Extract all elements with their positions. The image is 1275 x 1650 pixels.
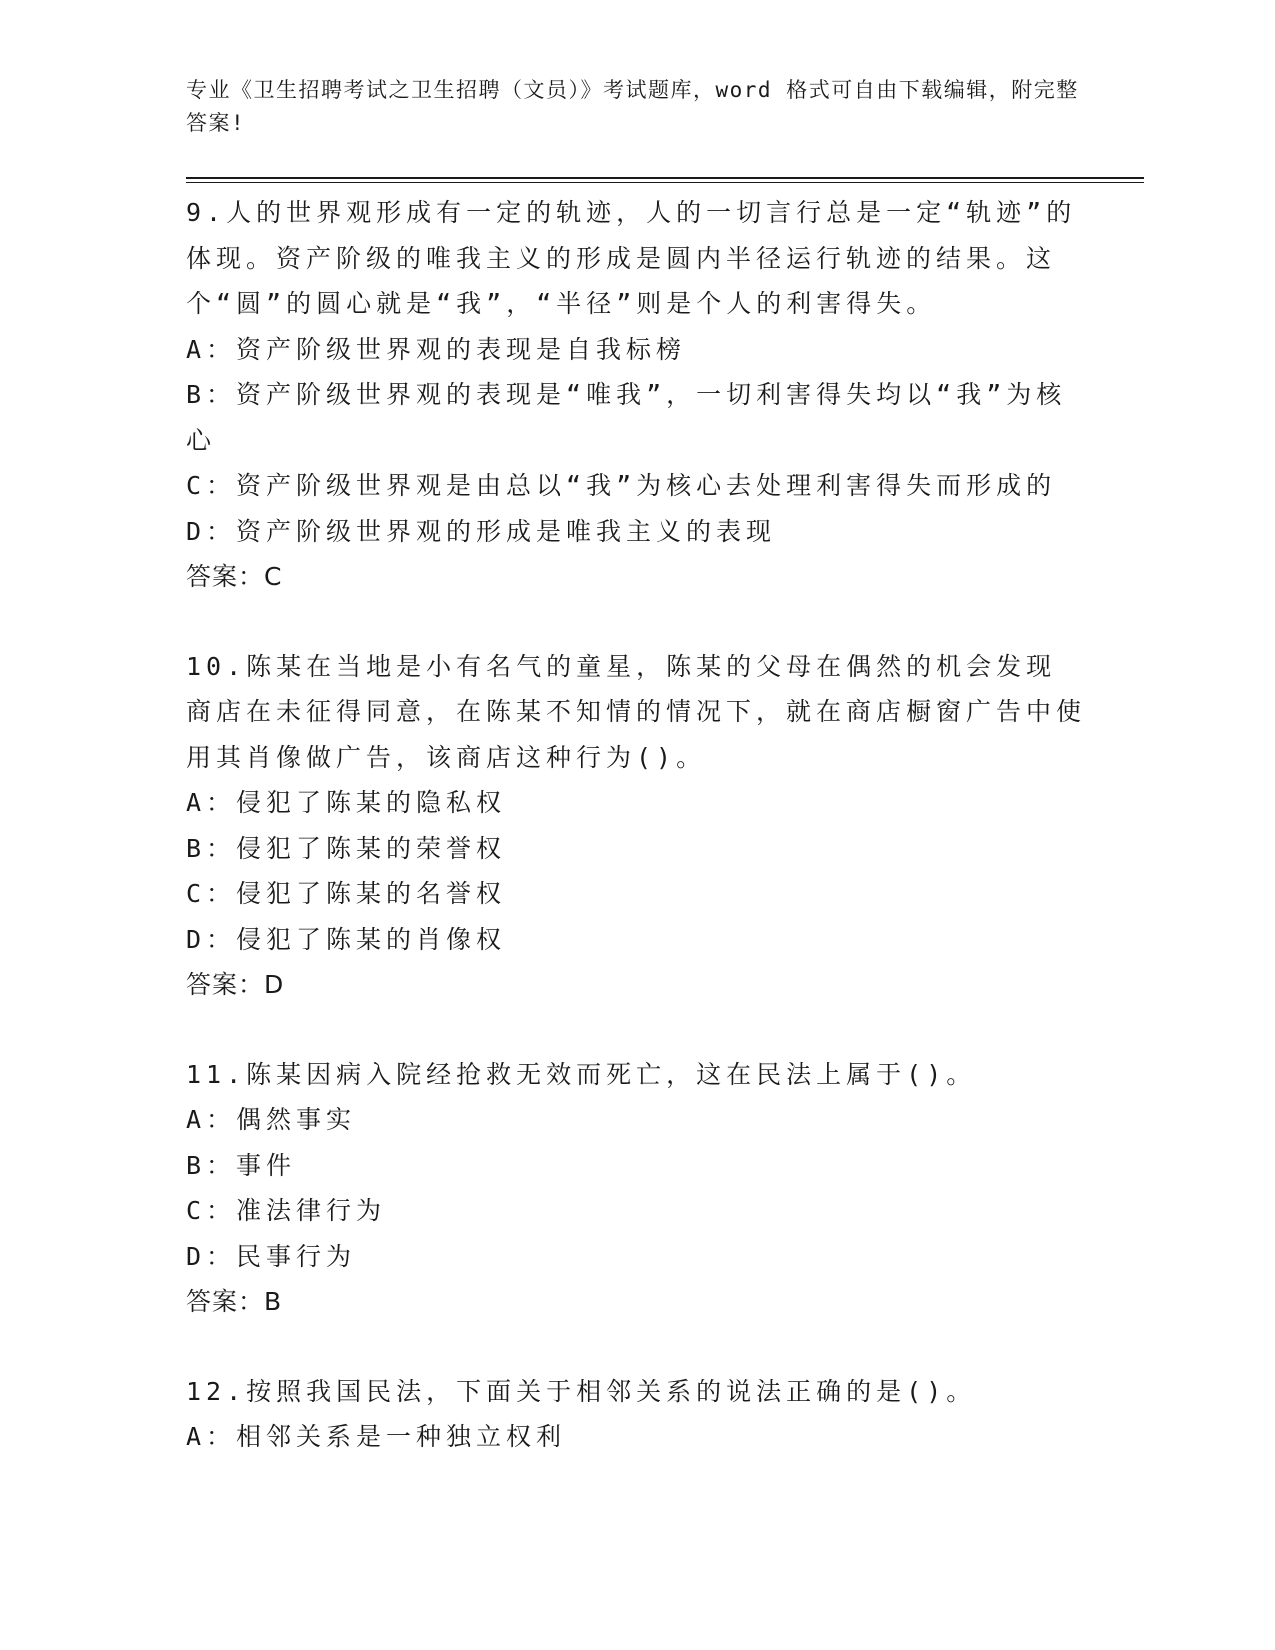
- question-stem: 9.人的世界观形成有一定的轨迹，人的一切言行总是一定“轨迹”的体现。资产阶级的唯我主义的形成是圆内半径运行轨迹的结果。这个“圆”的圆心就是“我”，“半径”则是个人的利害得失。: [186, 198, 1077, 318]
- header-divider-thin: [186, 182, 1144, 183]
- option-b: B：资产阶级世界观的表现是“唯我”，一切利害得失均以“我”为核心: [186, 380, 1067, 455]
- question-stem: 12.按照我国民法，下面关于相邻关系的说法正确的是()。: [186, 1376, 977, 1406]
- header-divider-thick: [186, 177, 1144, 179]
- option-d: D：侵犯了陈某的肖像权: [186, 924, 507, 954]
- answer-line: 答案：D: [186, 970, 285, 999]
- document-header: 专业《卫生招聘考试之卫生招聘（文员）》考试题库，word 格式可自由下载编辑，附完整答案!: [186, 78, 1079, 135]
- question-11: [186, 1052, 1086, 1325]
- option-d: D：资产阶级世界观的形成是唯我主义的表现: [186, 516, 777, 546]
- question-list: [186, 190, 1086, 1504]
- option-b: B：事件: [186, 1150, 297, 1180]
- option-a: A：侵犯了陈某的隐私权: [186, 788, 507, 817]
- option-b: B：侵犯了陈某的荣誉权: [186, 833, 507, 863]
- answer-line: 答案：B: [186, 1287, 283, 1316]
- option-a: A：偶然事实: [186, 1105, 357, 1134]
- option-c: C：侵犯了陈某的名誉权: [186, 879, 507, 908]
- question-stem: 10.陈某在当地是小有名气的童星，陈某的父母在偶然的机会发现商店在未征得同意，在陈某不知情的情况下，就在商店橱窗广告中使用其肖像做广告，该商店这种行为()。: [186, 651, 1087, 772]
- option-a: A：相邻关系是一种独立权利: [186, 1422, 567, 1451]
- question-10: [186, 644, 1086, 1008]
- option-c: C：资产阶级世界观是由总以“我”为核心去处理利害得失而形成的: [186, 471, 1057, 500]
- question-12: [186, 1369, 1086, 1460]
- option-d: D：民事行为: [186, 1241, 357, 1271]
- question-9: [186, 190, 1086, 600]
- option-c: C：准法律行为: [186, 1196, 387, 1225]
- question-stem: 11.陈某因病入院经抢救无效而死亡，这在民法上属于()。: [186, 1059, 977, 1089]
- option-a: A：资产阶级世界观的表现是自我标榜: [186, 334, 687, 364]
- answer-line: 答案：C: [186, 562, 283, 591]
